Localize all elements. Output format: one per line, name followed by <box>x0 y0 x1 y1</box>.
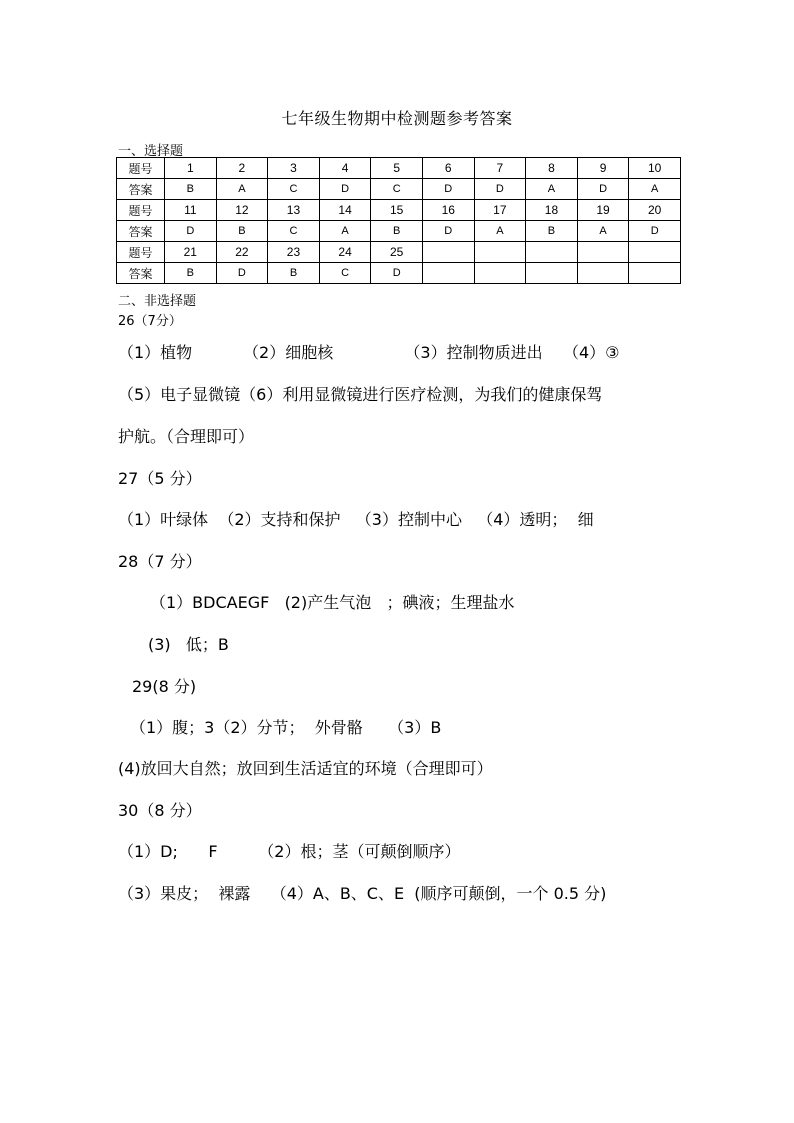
question-number-cell: 10 <box>629 158 681 179</box>
question-number-cell: 17 <box>474 200 526 221</box>
answer-cell: B <box>526 221 578 242</box>
question-number-cell: 18 <box>526 200 578 221</box>
question-number-cell <box>422 242 474 263</box>
question-number-cell: 8 <box>526 158 578 179</box>
answer-cell: A <box>526 179 578 200</box>
answer-cell: A <box>216 179 268 200</box>
answer-table <box>116 157 681 284</box>
question-number-cell: 14 <box>319 200 371 221</box>
answer-line: （1）D; F （2）根；茎（可颠倒顺序） <box>118 842 461 861</box>
answer-cell: C <box>268 179 320 200</box>
answer-line: （1）叶绿体 （2）支持和保护 （3）控制中心 （4）透明； 细 <box>118 510 594 529</box>
q28-heading: 28（7 分） <box>118 552 202 571</box>
question-number-cell <box>474 242 526 263</box>
question-number-cell: 21 <box>165 242 217 263</box>
question-number-cell: 12 <box>216 200 268 221</box>
answer-cell: B <box>165 179 217 200</box>
row-label: 答案 <box>117 179 165 200</box>
answer-cell: C <box>319 263 371 284</box>
question-number-cell: 4 <box>319 158 371 179</box>
question-number-cell: 7 <box>474 158 526 179</box>
answer-line: （1）腹；3（2）分节； 外骨骼 （3）B <box>130 718 442 737</box>
question-number-cell: 2 <box>216 158 268 179</box>
question-number-cell: 15 <box>371 200 423 221</box>
answer-cell: D <box>422 221 474 242</box>
row-label: 题号 <box>117 158 165 179</box>
question-number-cell: 11 <box>165 200 217 221</box>
answer-cell: D <box>165 221 217 242</box>
answer-cell: A <box>629 179 681 200</box>
answer-cell <box>474 263 526 284</box>
answer-line: （1）植物 （2）细胞核 （3）控制物质进出 （4）③ <box>118 343 620 362</box>
answer-row <box>117 221 681 242</box>
answer-cell: B <box>371 221 423 242</box>
answer-line: (4)放回大自然；放回到生活适宜的环境（合理即可） <box>118 759 493 778</box>
answer-cell: A <box>577 221 629 242</box>
question-number-cell: 19 <box>577 200 629 221</box>
page-title: 七年级生物期中检测题参考答案 <box>281 109 513 128</box>
answer-cell: A <box>474 221 526 242</box>
question-number-row <box>117 158 681 179</box>
question-number-cell: 16 <box>422 200 474 221</box>
question-number-cell: 9 <box>577 158 629 179</box>
row-label: 题号 <box>117 200 165 221</box>
question-number-cell: 6 <box>422 158 474 179</box>
question-number-cell: 20 <box>629 200 681 221</box>
answer-cell: D <box>629 221 681 242</box>
question-number-cell: 24 <box>319 242 371 263</box>
answer-cell <box>526 263 578 284</box>
question-number-cell: 23 <box>268 242 320 263</box>
answer-cell: D <box>422 179 474 200</box>
question-number-cell <box>629 242 681 263</box>
row-label: 答案 <box>117 221 165 242</box>
answer-cell: D <box>474 179 526 200</box>
answer-row <box>117 179 681 200</box>
question-number-row <box>117 242 681 263</box>
question-number-cell: 1 <box>165 158 217 179</box>
q29-heading: 29(8 分) <box>132 677 197 696</box>
answer-line: （1）BDCAEGF (2)产生气泡 ；碘液；生理盐水 <box>150 593 515 612</box>
question-number-row <box>117 200 681 221</box>
answer-cell: D <box>319 179 371 200</box>
answer-cell: C <box>371 179 423 200</box>
row-label: 题号 <box>117 242 165 263</box>
q30-heading: 30（8 分） <box>118 801 202 820</box>
answer-cell <box>422 263 474 284</box>
answer-cell: D <box>216 263 268 284</box>
answer-cell: B <box>165 263 217 284</box>
question-number-cell: 22 <box>216 242 268 263</box>
answer-line: （3）果皮； 裸露 （4）A、B、C、E (顺序可颠倒，一个 0.5 分) <box>118 884 607 903</box>
question-number-cell: 25 <box>371 242 423 263</box>
answer-cell: C <box>268 221 320 242</box>
q27-heading: 27（5 分） <box>118 469 202 488</box>
question-number-cell <box>577 242 629 263</box>
answer-row <box>117 263 681 284</box>
answer-line: （5）电子显微镜（6）利用显微镜进行医疗检测，为我们的健康保驾 <box>118 385 603 404</box>
answer-cell: D <box>371 263 423 284</box>
question-number-cell: 5 <box>371 158 423 179</box>
section-heading-nonchoice: 二、非选择题 <box>118 294 197 309</box>
answer-cell: B <box>216 221 268 242</box>
section-heading-choice: 一、选择题 <box>118 144 184 159</box>
answer-line: (3) 低；B <box>148 635 229 654</box>
question-number-cell: 3 <box>268 158 320 179</box>
row-label: 答案 <box>117 263 165 284</box>
answer-line: 护航。（合理即可） <box>118 427 255 446</box>
question-number-cell: 13 <box>268 200 320 221</box>
answer-cell: A <box>319 221 371 242</box>
question-number-cell <box>526 242 578 263</box>
answer-cell: B <box>268 263 320 284</box>
answer-cell: D <box>577 179 629 200</box>
q26-heading: 26（7分） <box>118 314 182 329</box>
answer-cell <box>577 263 629 284</box>
answer-cell <box>629 263 681 284</box>
